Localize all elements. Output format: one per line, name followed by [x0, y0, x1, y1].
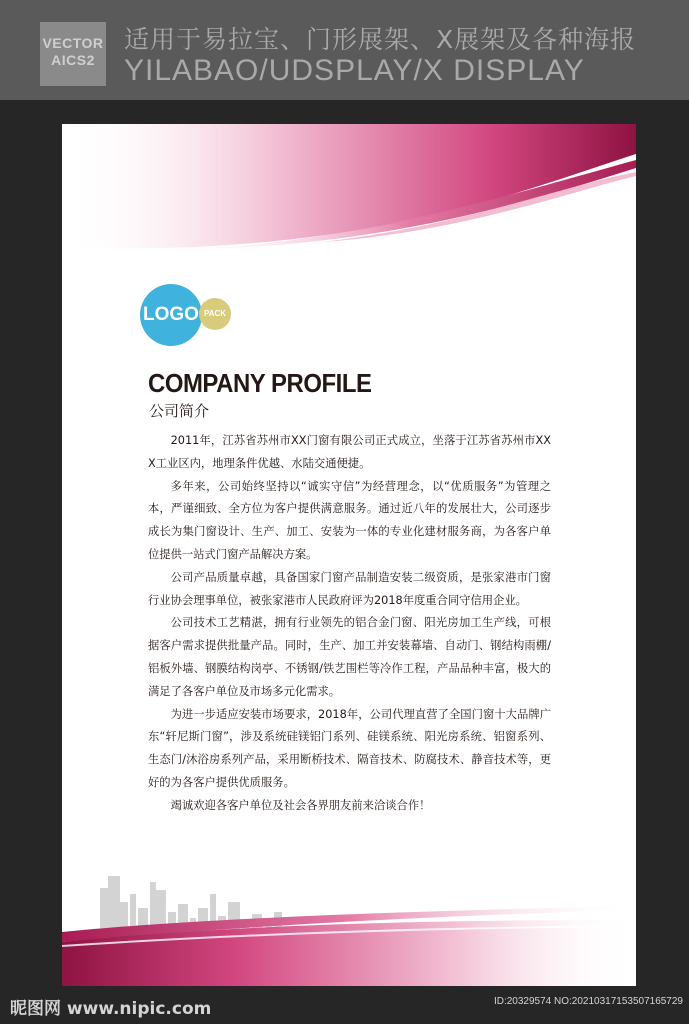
vector-badge — [40, 22, 106, 86]
profile-body — [148, 430, 551, 818]
poster — [62, 124, 636, 986]
header-title: 适用于易拉宝、门形展架、X展架及各种海报 — [124, 25, 637, 54]
profile-title-en: COMPANY PROFILE — [148, 368, 372, 398]
footer-watermark-logo: 昵图网 www.nipic.com — [10, 999, 212, 1019]
badge-line2: AICS2 — [51, 52, 95, 68]
bottom-cityscape-graphic — [62, 846, 636, 986]
top-swoosh-graphic — [62, 124, 636, 264]
profile-title-cn: 公司简介 — [149, 402, 210, 420]
logo-circle: LOGO — [140, 284, 202, 346]
paragraph: 公司技术工艺精湛，拥有行业领先的铝合金门窗、阳光房加工生产线，可根据客户需求提供批量产品。同时，生产、加工并安装幕墙、自动门、钢结构雨棚/铝板外墙、钢膜结构岗亭、不锈钢/铁艺围栏等冷作工程，产品品种丰富，极大的满足了各客户单位及市场多元化需求。 — [148, 616, 551, 698]
paragraph: 2011年，江苏省苏州市XX门窗有限公司正式成立，坐落于江苏省苏州市XXX工业区内，地理条件优越、水陆交通便捷。 — [148, 434, 551, 470]
logo-pack-circle: PACK — [199, 298, 231, 330]
paragraph: 多年来，公司始终坚持以“诚实守信”为经营理念，以“优质服务”为管理之本，严谨细致、全方位为客户提供满意服务。通过近八年的发展壮大，公司逐步成长为集门窗设计、生产、加工、安装为一体的专业化建材服务商，为各客户单位提供一站式门窗产品解决方案。 — [148, 479, 551, 561]
paragraph: 竭诚欢迎各客户单位及社会各界朋友前来洽谈合作！ — [170, 798, 431, 812]
footer-id-text: ID:20329574 NO:20210317153507165729 — [493, 996, 683, 1007]
header-subtitle: YILABAO/UDSPLAY/X DISPLAY — [124, 54, 585, 87]
badge-line1: VECTOR — [42, 35, 104, 51]
paragraph: 公司产品质量卓越，具备国家门窗产品制造安装二级资质，是张家港市门窗行业协会理事单位，被张家港市人民政府评为2018年度重合同守信用企业。 — [148, 570, 551, 607]
paragraph: 为进一步适应安装市场要求，2018年，公司代理直营了全国门窗十大品牌广东“轩尼斯门窗”，涉及系统硅镁铝门系列、硅镁系统、阳光房系统、铝窗系列、生态门/沐浴房系列产品，采用断桥技术、隔音技术、防腐技术、静音技术等，更好的为各客户提供优质服务。 — [148, 707, 551, 789]
header-band — [0, 0, 689, 100]
